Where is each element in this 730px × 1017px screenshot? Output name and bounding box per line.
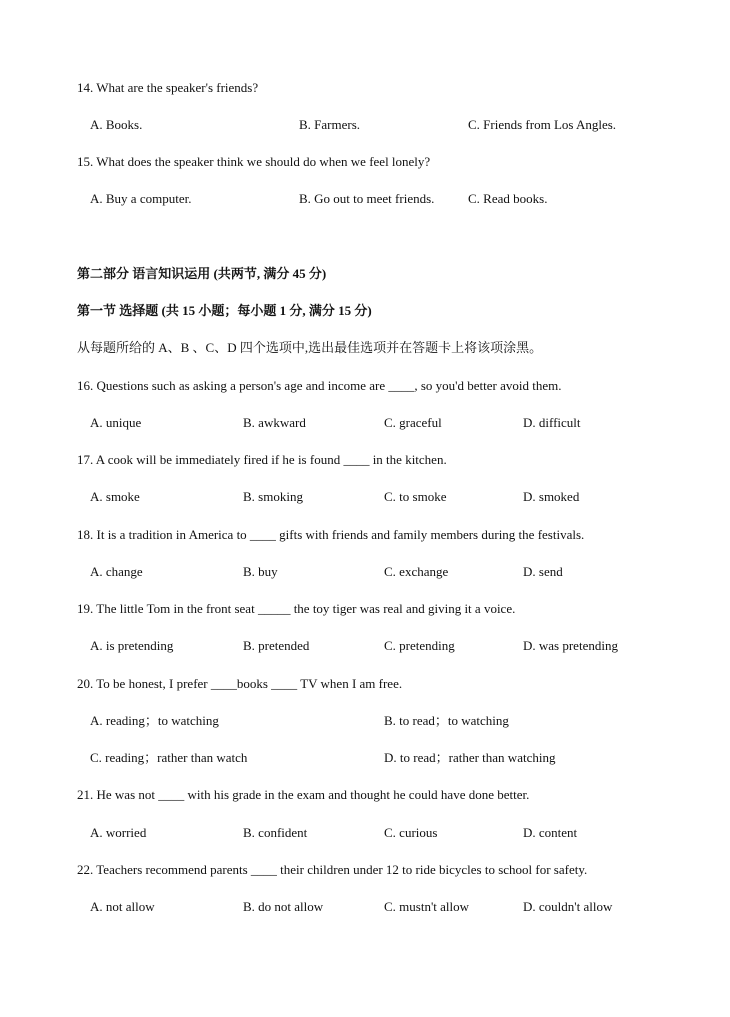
q14-option-c: C. Friends from Los Angles. xyxy=(468,117,617,132)
q19-option-d: D. was pretending xyxy=(523,638,618,653)
q21-option-d: D. content xyxy=(523,825,578,840)
q15-option-a: A. Buy a computer. xyxy=(90,191,192,206)
q16-option-a: A. unique xyxy=(90,415,142,430)
q15-option-b: B. Go out to meet friends. xyxy=(299,191,435,206)
q20-option-c: C. reading；rather than watch xyxy=(90,750,248,765)
q20-option-b: B. to read；to watching xyxy=(384,713,509,728)
q21-option-c: C. curious xyxy=(384,825,438,840)
q18-option-a: A. change xyxy=(90,564,143,579)
question-16-stem: 16. Questions such as asking a person's age and income are ____, so you'd better avoid them. xyxy=(77,378,562,393)
q14-option-a: A. Books. xyxy=(90,117,143,132)
q14-option-b: B. Farmers. xyxy=(299,117,361,132)
q15-option-c: C. Read books. xyxy=(468,191,548,206)
section-instruction: 从每题所给的 A、B 、C、D 四个选项中,选出最佳选项并在答题卡上将该项涂黑。 xyxy=(77,340,543,355)
q17-option-a: A. smoke xyxy=(90,489,140,504)
q18-option-d: D. send xyxy=(523,564,563,579)
q18-option-b: B. buy xyxy=(243,564,278,579)
section1-title: 第一节 选择题 (共 15 小题；每小题 1 分, 满分 15 分) xyxy=(77,303,372,318)
q17-option-d: D. smoked xyxy=(523,489,580,504)
question-20-stem: 20. To be honest, I prefer ____books ____ TV when I am free. xyxy=(77,676,403,691)
q22-option-c: C. mustn't allow xyxy=(384,899,470,914)
question-22-stem: 22. Teachers recommend parents ____ their children under 12 to ride bicycles to school for safety. xyxy=(77,862,588,877)
q18-option-c: C. exchange xyxy=(384,564,449,579)
q22-option-a: A. not allow xyxy=(90,899,155,914)
question-18-stem: 18. It is a tradition in America to ____ gifts with friends and family members during the festivals. xyxy=(77,527,585,542)
q21-option-a: A. worried xyxy=(90,825,147,840)
q19-option-a: A. is pretending xyxy=(90,638,174,653)
part2-title: 第二部分 语言知识运用 (共两节, 满分 45 分) xyxy=(77,266,327,281)
q21-option-b: B. confident xyxy=(243,825,308,840)
q16-option-b: B. awkward xyxy=(243,415,306,430)
q22-option-d: D. couldn't allow xyxy=(523,899,613,914)
question-15-stem: 15. What does the speaker think we should do when we feel lonely? xyxy=(77,154,431,169)
q22-option-b: B. do not allow xyxy=(243,899,324,914)
q16-option-c: C. graceful xyxy=(384,415,442,430)
q20-option-a: A. reading；to watching xyxy=(90,713,219,728)
q17-option-c: C. to smoke xyxy=(384,489,447,504)
question-21-stem: 21. He was not ____ with his grade in the exam and thought he could have done better. xyxy=(77,787,530,802)
q20-option-d: D. to read；rather than watching xyxy=(384,750,556,765)
q19-option-b: B. pretended xyxy=(243,638,310,653)
question-19-stem: 19. The little Tom in the front seat _____ the toy tiger was real and giving it a voice. xyxy=(77,601,516,616)
question-17-stem: 17. A cook will be immediately fired if he is found ____ in the kitchen. xyxy=(77,452,447,467)
q17-option-b: B. smoking xyxy=(243,489,303,504)
q19-option-c: C. pretending xyxy=(384,638,455,653)
q16-option-d: D. difficult xyxy=(523,415,581,430)
question-14-stem: 14. What are the speaker's friends? xyxy=(77,80,259,95)
